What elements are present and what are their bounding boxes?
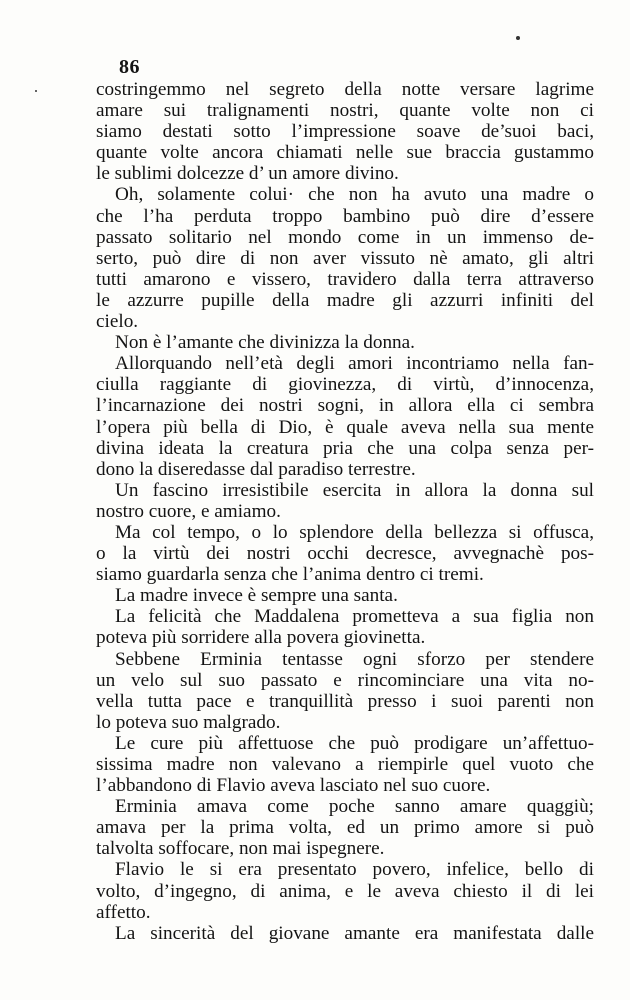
text-line: affetto. [96,901,151,923]
text-line: un velo sul suo passato e rincominciare una vita no- [96,669,594,691]
text-line: Non è l’amante che divinizza la donna. [115,332,415,354]
text-line: dono la diseredasse dal paradiso terrestre. [96,458,416,480]
text-line: La sincerità del giovane amante era manifestata dalle [115,922,594,944]
text-line: l’abbandono di Flavio aveva lasciato nel suo cuore. [96,775,491,797]
text-line: siamo guardarla senza che l’anima dentro ci tremi. [96,564,484,586]
text-line: vella tutta pace e tranquillità presso i suoi parenti non [96,690,594,712]
page-number: 86 [119,56,140,78]
text-line: tutti amarono e vissero, travidero dalla terra attraverso [96,268,594,290]
text-line: La madre invece è sempre una santa. [115,585,398,607]
text-line: le azzurre pupille della madre gli azzurri infiniti del [96,289,594,311]
text-line: Sebbene Erminia tentasse ogni sforzo per stendere [115,648,594,670]
text-line: ciulla raggiante di giovinezza, di virtù, d’innocenza, [96,374,594,396]
text-line: divina ideata la creatura pria che una colpa senza per- [96,437,594,459]
text-line: Oh, solamente colui· che non ha avuto una madre o [115,184,594,206]
text-line: l’opera più bella di Dio, è quale aveva nella sua mente [96,416,594,438]
text-line: le sublimi dolcezze d’ un amore divino. [96,163,399,185]
text-line: passato solitario nel mondo come in un immenso de- [96,226,594,248]
text-line: Un fascino irresistibile esercita in allora la donna sul [115,479,594,501]
text-line: Flavio le si era presentato povero, infelice, bello di [115,859,594,881]
text-line: o la virtù dei nostri occhi decresce, avvegnachè pos- [96,543,594,565]
text-line: l’incarnazione dei nostri sogni, in allora ella ci sembra [96,395,594,417]
text-line: costringemmo nel segreto della notte versare lagrime [96,79,594,100]
text-line: Allorquando nell’età degli amori incontriamo nella fan- [115,353,594,375]
text-line: amava per la prima volta, ed un primo amore si può [96,817,594,839]
text-line: lo poteva suo malgrado. [96,711,281,733]
text-line: che l’ha perduta troppo bambino può dire d’essere [96,205,594,227]
body-text [96,79,594,944]
text-line: volto, d’ingegno, di anima, e le aveva chiesto il di lei [96,880,594,902]
text-line: siamo destati sotto l’impressione soave de’suoi baci, [96,121,594,143]
text-line: serto, può dire di non aver vissuto nè amato, gli altri [96,247,594,269]
text-line: sissima madre non valevano a riempirle quel vuoto che [96,754,594,775]
text-line: Ma col tempo, o lo splendore della bellezza si offusca, [115,521,594,543]
text-line: La felicità che Maddalena prometteva a sua figlia non [115,606,594,628]
text-line: nostro cuore, e amiamo. [96,500,281,522]
text-line: cielo. [96,311,139,333]
text-line: talvolta soffocare, non mai ispegnere. [96,838,385,860]
ink-speck [35,90,37,92]
text-line: Erminia amava come poche sanno amare quaggiù; [115,796,594,818]
ink-speck [516,36,520,40]
text-line: Le cure più affettuose che può prodigare un’affettuo- [115,732,594,754]
text-line: poteva più sorridere alla povera giovinetta. [96,627,426,649]
text-line: quante volte ancora chiamati nelle sue braccia gustammo [96,142,594,164]
text-line: amare sui tralignamenti nostri, quante volte non ci [96,100,594,122]
